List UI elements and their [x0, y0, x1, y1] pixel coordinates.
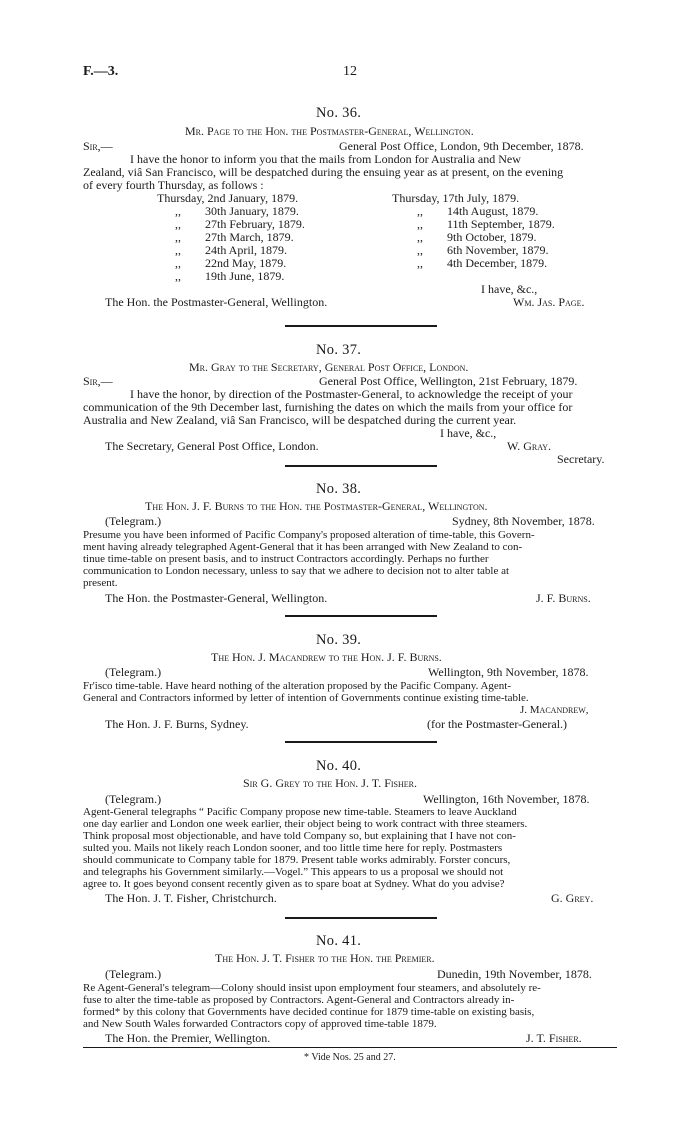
body-line: I have the honor, by direction of the Postmaster-General, to acknowledge the receipt of your	[130, 387, 573, 401]
letter-number: No. 36.	[316, 105, 362, 121]
signature: J. F. Burns.	[536, 591, 591, 605]
section-divider	[285, 325, 437, 327]
letter-number: No. 41.	[316, 933, 362, 949]
body-line: General and Contractors informed by letter of intention of Governments continue existing time-table.	[83, 692, 529, 704]
ditto-mark: ,,	[417, 204, 423, 218]
date-entry	[417, 257, 547, 270]
date-value: 27th March, 1879.	[205, 230, 294, 244]
body-line: Agent-General telegraphs “ Pacific Company propose new time-table. Steamers to leave Auckland	[83, 806, 517, 818]
ditto-mark: ,,	[175, 204, 181, 218]
addressee: The Hon. the Postmaster-General, Wellington.	[105, 591, 328, 605]
ditto-mark: ,,	[175, 243, 181, 257]
letter-heading: Sir G. Grey to the Hon. J. T. Fisher.	[243, 776, 417, 790]
signature: J. T. Fisher.	[526, 1031, 582, 1045]
date-value: 6th November, 1879.	[447, 243, 549, 257]
addressee: The Secretary, General Post Office, London.	[105, 439, 319, 453]
addressee: The Hon. J. F. Burns, Sydney.	[105, 717, 249, 731]
letter-heading: The Hon. J. T. Fisher to the Hon. the Premier.	[215, 951, 435, 965]
body-line: Think proposal most objectionable, and have told Company so, but explaining that I have not con-	[83, 830, 516, 842]
body-line: fuse to alter the time-table as proposed by Contractors. Agent-General and Contractors already in-	[83, 994, 515, 1006]
date-entry	[175, 270, 284, 283]
date-entry: Thursday, 2nd January, 1879.	[157, 191, 299, 205]
telegram-label: (Telegram.)	[105, 792, 162, 806]
section-divider	[285, 465, 437, 467]
closing: I have, &c.,	[481, 282, 538, 296]
footnote-rule	[83, 1047, 617, 1048]
telegram-label: (Telegram.)	[105, 967, 162, 981]
signature: G. Grey.	[551, 891, 594, 905]
footnote: * Vide Nos. 25 and 27.	[304, 1052, 396, 1063]
letter-number: No. 38.	[316, 481, 362, 497]
body-line: Fr'isco time-table. Have heard nothing of the alteration proposed by the Pacific Company. Agent-	[83, 680, 512, 692]
salutation: Sir,—	[83, 374, 113, 388]
place-date: General Post Office, Wellington, 21st February, 1879.	[319, 374, 578, 388]
date-value: 9th October, 1879.	[447, 230, 537, 244]
body-line: formed* by this colony that Governments have decided continue for 1879 time-table on existing basis,	[83, 1006, 535, 1018]
date-value: 11th September, 1879.	[447, 217, 555, 231]
body-line: ment having already telegraphed Agent-General that it has been arranged with New Zealand to con-	[83, 541, 523, 553]
date-value: 4th December, 1879.	[447, 256, 548, 270]
telegram-label: (Telegram.)	[105, 665, 162, 679]
letter-heading: The Hon. J. F. Burns to the Hon. the Postmaster-General, Wellington.	[145, 499, 488, 513]
signature-note: (for the Postmaster-General.)	[427, 717, 568, 731]
body-line: sulted you. Mails not likely reach London sooner, and too little time here for reply. Postmasters	[83, 842, 503, 854]
body-line: Re Agent-General's telegram—Colony should insist upon employment four steamers, and absolutely re-	[83, 982, 541, 994]
place-date: General Post Office, London, 9th December, 1878.	[339, 139, 584, 153]
body-line: agree to. It goes beyond consent recently given as to spare boat at Sydney. What do you advise?	[83, 878, 505, 890]
place-date: Wellington, 9th November, 1878.	[428, 665, 589, 679]
place-date: Wellington, 16th November, 1878.	[423, 792, 590, 806]
date-value: 24th April, 1879.	[205, 243, 288, 257]
place-date: Sydney, 8th November, 1878.	[452, 514, 595, 528]
date-value: 19th June, 1879.	[205, 269, 285, 283]
date-value: 27th February, 1879.	[205, 217, 305, 231]
letter-heading: Mr. Page to the Hon. the Postmaster-General, Wellington.	[185, 124, 474, 138]
body-line: and telegraphs his Government similarly.—Vogel.” This appears to us a proposal we should not	[83, 866, 504, 878]
section-divider	[285, 741, 437, 743]
addressee: The Hon. the Postmaster-General, Wellington.	[105, 295, 328, 309]
body-line: present.	[83, 577, 118, 589]
ditto-mark: ,,	[175, 217, 181, 231]
letter-heading: Mr. Gray to the Secretary, General Post Office, London.	[189, 360, 469, 374]
closing: I have, &c.,	[440, 426, 497, 440]
ditto-mark: ,,	[175, 269, 181, 283]
ditto-mark: ,,	[175, 256, 181, 270]
body-line: communication of the 9th December last, furnishing the dates on which the mails from your office for	[83, 400, 573, 414]
body-line: and New South Wales forwarded Contractors copy of approved time-table 1879.	[83, 1018, 437, 1030]
ditto-mark: ,,	[417, 256, 423, 270]
ditto-mark: ,,	[175, 230, 181, 244]
letter-number: No. 39.	[316, 632, 362, 648]
salutation: Sir,—	[83, 139, 113, 153]
body-line: communication to London necessary, unless to say that we adhere to decision not to alter table at	[83, 565, 510, 577]
body-line: of every fourth Thursday, as follows :	[83, 178, 264, 192]
date-value: 14th August, 1879.	[447, 204, 539, 218]
body-line: one day earlier and London one week earlier, their object being to work contract with three steamers.	[83, 818, 528, 830]
signature: W. Gray.	[507, 439, 552, 453]
section-divider	[285, 917, 437, 919]
letter-number: No. 40.	[316, 758, 362, 774]
document-reference: F.—3.	[83, 64, 119, 79]
page-number: 12	[343, 64, 357, 79]
place-date: Dunedin, 19th November, 1878.	[437, 967, 592, 981]
signature-title: Secretary.	[557, 452, 605, 466]
body-line: I have the honor to inform you that the mails from London for Australia and New	[130, 152, 521, 166]
section-divider	[285, 615, 437, 617]
addressee: The Hon. the Premier, Wellington.	[105, 1031, 271, 1045]
ditto-mark: ,,	[417, 217, 423, 231]
letter-number: No. 37.	[316, 342, 362, 358]
body-line: Zealand, viâ San Francisco, will be despatched during the ensuing year as at present, on the evening	[83, 165, 564, 179]
ditto-mark: ,,	[417, 230, 423, 244]
letter-heading: The Hon. J. Macandrew to the Hon. J. F. Burns.	[211, 650, 442, 664]
date-value: 30th January, 1879.	[205, 204, 299, 218]
body-line: tinue time-table on present basis, and to instruct Contractors accordingly. Perhaps no further	[83, 553, 489, 565]
body-line: Presume you have been informed of Pacific Company's proposed alteration of time-table, this Govern-	[83, 529, 535, 541]
addressee: The Hon. J. T. Fisher, Christchurch.	[105, 891, 277, 905]
telegram-label: (Telegram.)	[105, 514, 162, 528]
date-entry: Thursday, 17th July, 1879.	[392, 191, 520, 205]
signature: J. Macandrew,	[520, 704, 589, 716]
body-line: Australia and New Zealand, viâ San Francisco, will be despatched during the current year.	[83, 413, 517, 427]
ditto-mark: ,,	[417, 243, 423, 257]
body-line: should communicate to Company table for 1879. Present table works admirably. Forster concurs,	[83, 854, 511, 866]
date-value: 22nd May, 1879.	[205, 256, 287, 270]
signature: Wm. Jas. Page.	[513, 295, 585, 309]
